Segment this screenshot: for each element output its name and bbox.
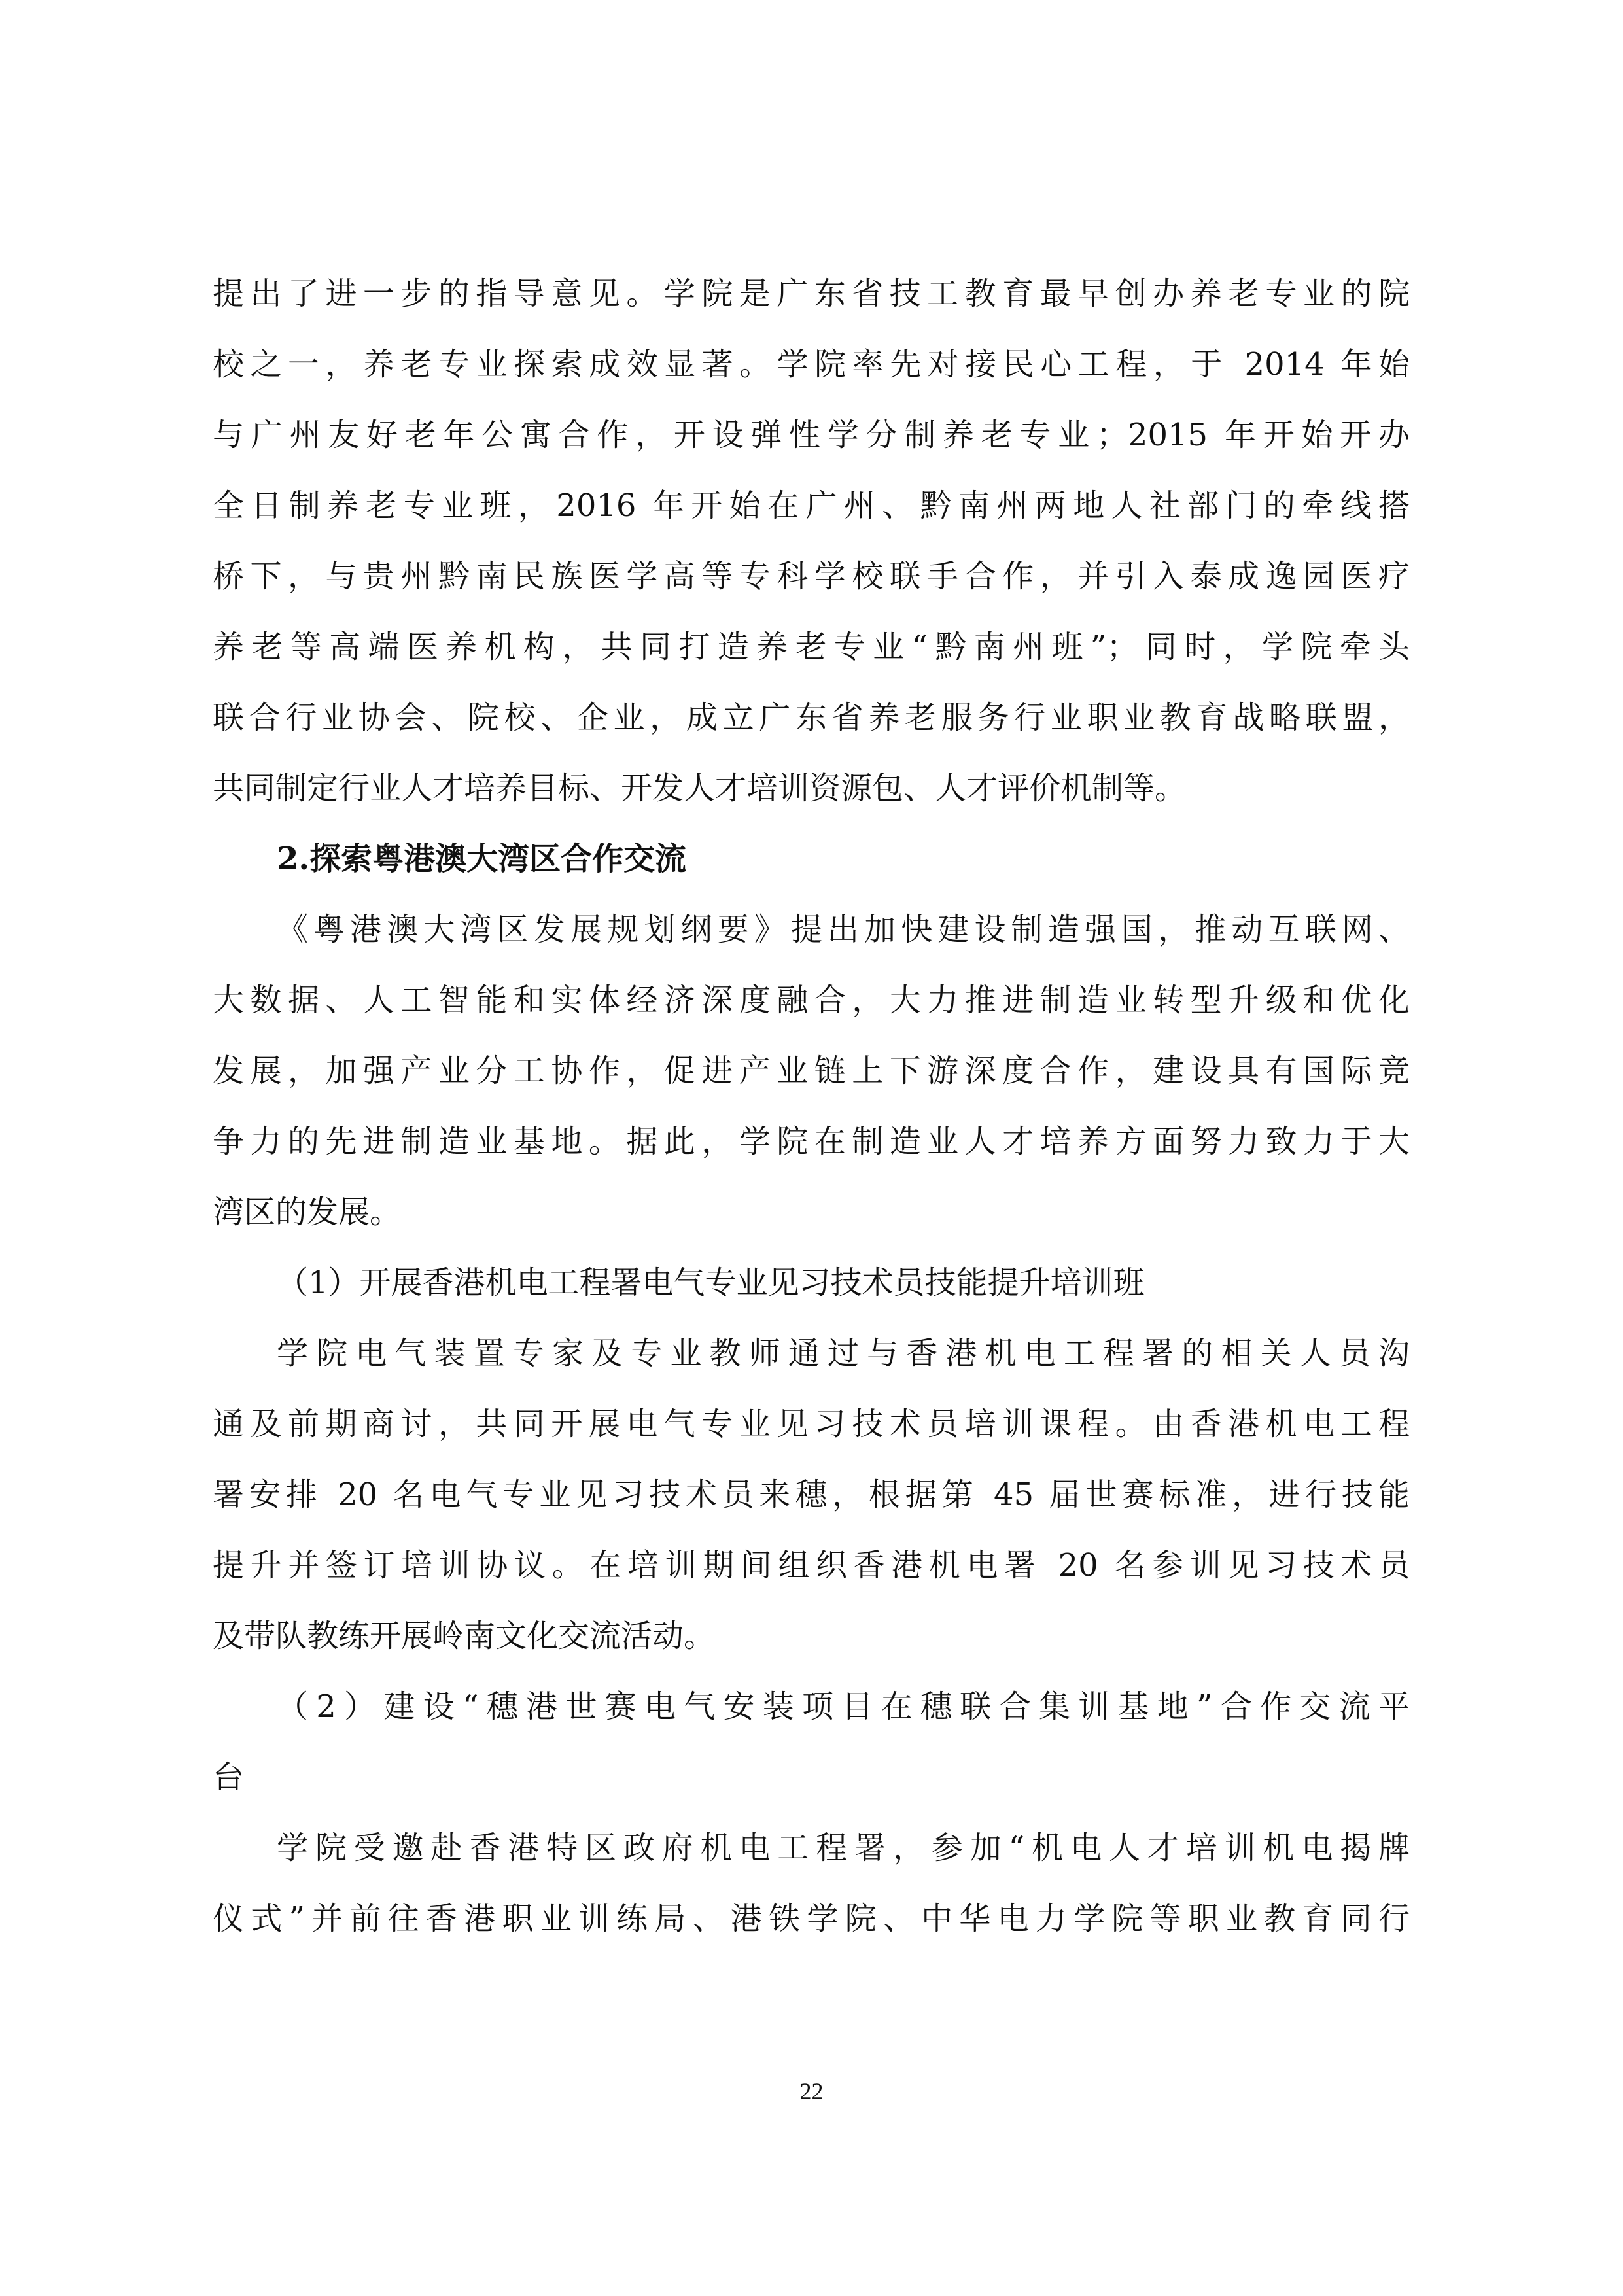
paragraph-line: 校之一，养老专业探索成效显著。学院率先对接民心工程，于 2014 年始 [213,346,1410,383]
paragraph-line: 学院电气装置专家及专业教师通过与香港机电工程署的相关人员沟 [277,1335,1410,1372]
paragraph-line: 署安排 20 名电气专业见习技术员来穗，根据第 45 届世赛标准，进行技能 [213,1476,1410,1513]
subsection-heading-continued: 台 [213,1759,245,1796]
paragraph-line: 大数据、人工智能和实体经济深度融合，大力推进制造业转型升级和优化 [213,982,1410,1018]
paragraph-line: 争力的先进制造业基地。据此，学院在制造业人才培养方面努力致力于大 [213,1123,1410,1160]
paragraph-line: 养老等高端医养机构，共同打造养老专业“黔南州班”；同时，学院牵头 [213,629,1410,665]
paragraph-line: 《粤港澳大湾区发展规划纲要》提出加快建设制造强国，推动互联网、 [277,911,1410,948]
paragraph-line: 全日制养老专业班，2016 年开始在广州、黔南州两地人社部门的牵线搭 [213,487,1410,524]
section-heading: 2.探索粤港澳大湾区合作交流 [277,841,687,877]
paragraph-line: 及带队教练开展岭南文化交流活动。 [213,1618,716,1654]
paragraph-line: 联合行业协会、院校、企业，成立广东省养老服务行业职业教育战略联盟， [213,699,1410,736]
subsection-heading: （2）建设“穗港世赛电气安装项目在穗联合集训基地”合作交流平 [277,1688,1410,1725]
subsection-heading: （1）开展香港机电工程署电气专业见习技术员技能提升培训班 [277,1264,1145,1301]
paragraph-line: 通及前期商讨，共同开展电气专业见习技术员培训课程。由香港机电工程 [213,1406,1410,1442]
paragraph-line: 仪式”并前往香港职业训练局、港铁学院、中华电力学院等职业教育同行 [213,1900,1410,1937]
body-text [213,258,1410,1954]
paragraph-line: 湾区的发展。 [213,1194,402,1230]
paragraph-line: 桥下，与贵州黔南民族医学高等专科学校联手合作，并引入泰成逸园医疗 [213,558,1410,595]
paragraph-line: 与广州友好老年公寓合作，开设弹性学分制养老专业；2015 年开始开办 [213,417,1410,453]
paragraph-line: 共同制定行业人才培养目标、开发人才培训资源包、人才评价机制等。 [213,770,1187,807]
page-number: 22 [799,2078,824,2104]
paragraph-line: 提出了进一步的指导意见。学院是广东省技工教育最早创办养老专业的院 [213,275,1410,312]
paragraph-line: 发展，加强产业分工协作，促进产业链上下游深度合作，建设具有国际竞 [213,1052,1410,1089]
paragraph-line: 学院受邀赴香港特区政府机电工程署，参加“机电人才培训机电揭牌 [277,1830,1410,1866]
paragraph-line: 提升并签订培训协议。在培训期间组织香港机电署 20 名参训见习技术员 [213,1547,1410,1584]
